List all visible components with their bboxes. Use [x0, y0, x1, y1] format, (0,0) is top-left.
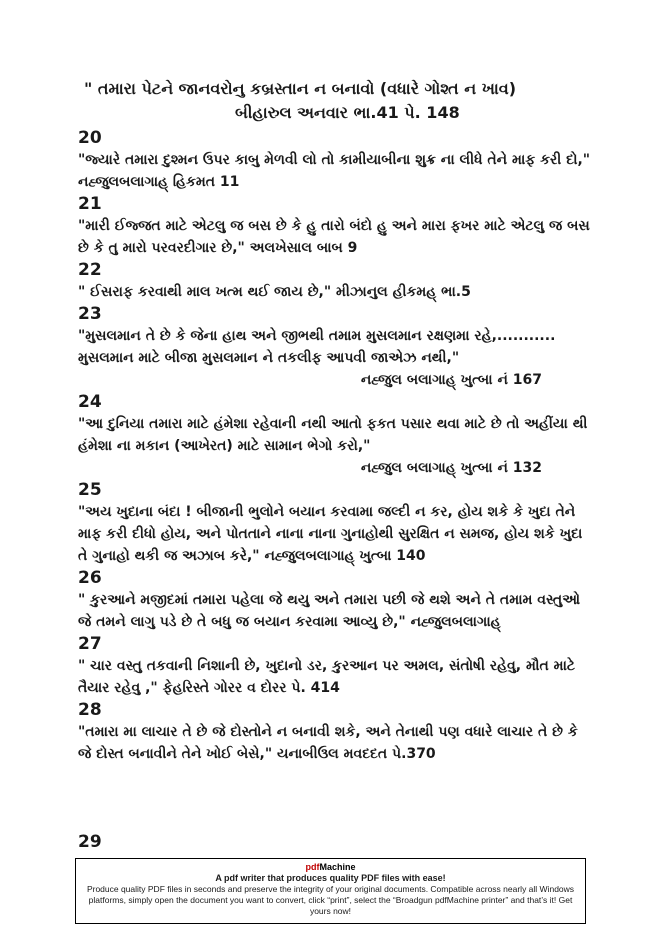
pdfmachine-footer [75, 858, 586, 924]
entry [78, 303, 592, 391]
entry-number: 25 [78, 480, 102, 500]
entry [78, 193, 592, 259]
entry-quote: " ચાર વસ્તુ તકવાની નિશાની છે, ખુદાનો ડર, કુરઆન પર અમલ, સંતોષી રહેવુ, મૌત માટે તૈયાર રહેવુ ," [78, 658, 576, 696]
entry-quote: "આ દુનિયા તમારા માટે હંમેશા રહેવાની નથી આતો ફકત પસાર થવા માટે છે તો અહીંયા થી હંમેશા ના મકાન (આખેરત) માટે સામાન ભેગો કરો," [78, 416, 588, 454]
entry-source: મીઝાનુલ હીકમહ્ ભા.5 [336, 284, 471, 300]
entry-source: નહ્જુલ બલાગાહ્ ખુત્બા નં 132 [360, 460, 542, 476]
entry [78, 633, 592, 699]
entry-text [78, 413, 592, 457]
entry-text [78, 589, 592, 633]
entry-text [78, 501, 592, 567]
entry-quote: "મુસલમાન તે છે કે જેના હાથ અને જીભથી તમામ મુસલમાન રક્ષણમા રહે,........... મુસલમાન માટે બીજા મુસલમાન ને તકલીફ આપવી જાએઝ નથી," [78, 328, 556, 366]
entry-quote: "તમારા મા લાચાર તે છે જે દોસ્તોને ન બનાવી શકે, અને તેનાથી પણ વધારે લાચાર તે છે કે જે દોસ્ત બનાવીને તેને ખોઈ બેસે," [78, 724, 578, 762]
entry [78, 479, 592, 567]
entries-list [78, 127, 592, 765]
entry-number: 28 [78, 700, 102, 720]
entry-quote: "મારી ઈજ્જત માટે એટલુ જ બસ છે કે હુ તારો બંદો હુ અને મારા ફખર માટે એટલુ જ બસ છે કે તુ મારો પરવરદીગાર છે," [78, 218, 590, 256]
footer-brand-pdf: pdf [305, 862, 320, 872]
entry-source: નહ્જુલબલાગાહ્ હિકમત 11 [78, 174, 240, 190]
entry-text [78, 655, 592, 699]
entry-quote: " કુરઆને મજીદમાં તમારા પહેલા જે થયુ અને તમારા પછી જે થશે અને તે તમામ વસ્તુઓ જે તમને લાગુ પડે છે તે બધુ જ બયાન કરવામા આવ્યુ છે," [78, 592, 581, 630]
entry-quote: " ઈસરાફ કરવાથી માલ ખત્મ થઈ જાય છે," [78, 284, 332, 300]
entry-source: નહ્જુલબલાગાહ્ ખુત્બા 140 [264, 548, 426, 564]
heading-reference: બીહારુલ અનવાર ભા.41 પે. 148 [235, 103, 460, 122]
entry [78, 391, 592, 479]
entry-number: 21 [78, 194, 102, 214]
entry-number: 26 [78, 568, 102, 588]
entry-quote: "અય ખુદાના બંદા ! બીજાની ભુલોને બયાન કરવામા જલ્દી ન કર, હોય શકે કે ખુદા તેને માફ કરી દીધો હોય, અને પોતતાને નાના નાના ગુનાહોથી સુરક્ષિત ન સમજ, હોય શકે ખુદા તે ગુનાહો થકી જ અઝાબ કરે," [78, 504, 583, 564]
footer-body: Produce quality PDF files in seconds and preserve the integrity of your original documents. Compatible across nearly all Windows platforms, simply open the document you want to convert, click “print”, select the “Broadgun pdfMachine printer” and that’s it! Get yours now! [86, 884, 575, 916]
entry [78, 567, 592, 633]
entry-number: 22 [78, 260, 102, 280]
heading-title: " તમારા પેટને જાનવરોનુ કબ્રસ્તાન ન બનાવો (વધારે ગોશ્ત ન ખાવ) [84, 79, 517, 98]
entry-source: ફેહરિસ્તે ગોરર વ દોરર પે. 414 [162, 680, 340, 696]
entry-source: નહ્જુલબલાગાહ્ [410, 614, 501, 630]
entry-number: 23 [78, 304, 102, 324]
entry-source: નહ્જુલ બલાગાહ્ ખુત્બા નં 167 [360, 372, 542, 388]
entry-number: 27 [78, 634, 102, 654]
footer-tagline: A pdf writer that produces quality PDF files with ease! [215, 873, 446, 883]
footer-brand-machine: Machine [319, 862, 356, 872]
entry-source: યનાબીઉલ મવદદત પે.370 [277, 746, 436, 762]
entry-quote: "જ્યારે તમારા દુશ્મન ઉપર કાબુ મેળવી લો તો કામીયાબીના શુક્ર ના લીધે તેને માફ કરી દો," [78, 152, 591, 168]
entry-number: 24 [78, 392, 102, 412]
entry [78, 699, 592, 765]
footer-brand [76, 862, 585, 873]
entry-number-last: 29 [78, 832, 102, 852]
entry-text [78, 215, 592, 259]
entry-text [78, 149, 592, 193]
entry-text [78, 721, 592, 765]
entry-text [78, 325, 592, 369]
entry-number: 20 [78, 128, 102, 148]
entry-source: અલખેસાલ બાબ 9 [249, 240, 358, 256]
entry-text [78, 281, 592, 303]
entry [78, 127, 592, 193]
entry [78, 259, 592, 303]
